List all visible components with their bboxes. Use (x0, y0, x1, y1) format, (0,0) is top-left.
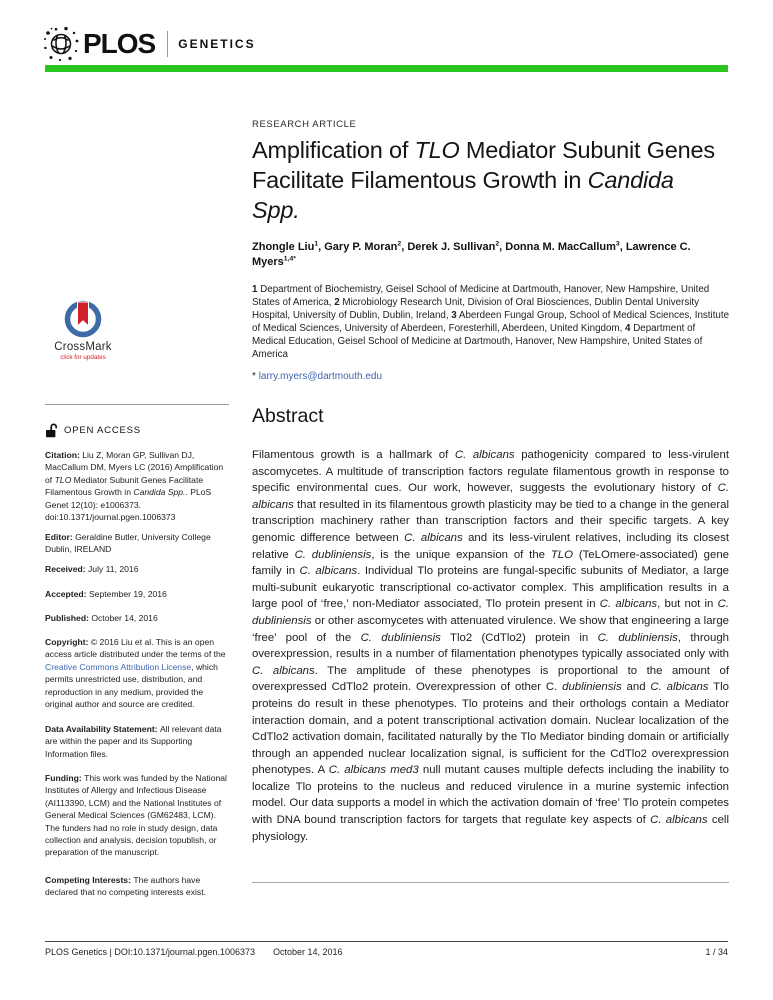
crossmark-subtitle: click for updates (60, 354, 106, 361)
author-list: Zhongle Liu$^1$, Gary P. Moran$^2$, Derek J. Sullivan$^2$, Donna M. MacCallum$^3$, Lawrence C. Myers$^{1,4*}$ (252, 240, 691, 268)
open-lock-icon (45, 423, 58, 438)
page-footer (45, 947, 728, 957)
received-note: Received: July 11, 2016 (45, 564, 139, 574)
plos-wordmark: PLOS (83, 28, 156, 59)
funding-note: Funding: This work was funded by the National Institutes of Allergy and Infectious Disease (AI113390, LCM) and the National Institutes of General Medical Sciences (GM62483, LCM). The funders had no role in study design, data collection and analysis, decision topublish, or preparation of the manuscript. (45, 773, 227, 858)
article-title: Amplification of TLO Mediator Subunit Genes Facilitate Filamentous Growth in Candida Spp. (252, 137, 715, 223)
crossmark-icon (62, 297, 104, 339)
abstract-paragraph: Filamentous growth is a hallmark of C. albicans pathogenicity compared to less-virulent ascomycetes. A multitude of transcription factors regulate filamentous growth in response to specific environmental cues. Our work, however, suggests the evolutionary history of C. albicans that resulted in its filamentous growth plasticity may be tied to a change in the general transcription machinery rather than transcription factors and their specific targets. A key genomic difference between C. albicans and its less-virulent relatives, including its closest relative C. dubliniensis, is the unique expansion of the TLO (TeLOmere-associated) gene family in C. albicans. Individual Tlo proteins are fungal-specific subunits of Mediator, a large multi-subunit eukaryotic transcriptional co-activator complex. This amplification results in a large pool of ‘free,’ non-Mediator associated, Tlo protein present in C. albicans, but not in C. dubliniensis or other ascomycetes with attenuated virulence. We show that engineering a large ‘free’ pool of the C. dubliniensis Tlo2 (CdTlo2) protein in C. dubliniensis, through overexpression, results in a number of filamentation phenotypes typically associated only with C. albicans. The amplitude of these phenotypes is proportional to the amount of overexpressed CdTlo2 protein. Overexpression of other C. dubliniensis and C. albicans Tlo proteins do result in these phenotypes. Tlo proteins and their orthologs contain a Mediator interaction domain, and a potent transcriptional activation domain. Nuclear localization of the CdTlo2 activation domain, facilitated naturally by the Tlo Mediator binding domain or artificially through an appended nuclear localization signal, is sufficient for the CdTlo2 overexpression phenotypes. A C. albicans med3 null mutant causes multiple defects including the inability to localize Tlo proteins to the nucleus and reduced virulence in a murine systemic infection model. Our data supports a model in which the activation domain of ‘free’ Tlo protein competes with DNA bound transcription factors for targets that regulate key aspects of C. albicans cell physiology. (252, 449, 730, 843)
footer-date: October 14, 2016 (272, 947, 343, 957)
abstract-divider (252, 882, 729, 883)
open-access-label: OPEN ACCESS (64, 425, 141, 436)
abstract-heading: Abstract (252, 405, 324, 427)
plos-globe-icon (43, 26, 79, 62)
footer-journal-doi: PLOS Genetics | DOI:10.1371/journal.pgen.1006373 (45, 947, 255, 957)
article-type-kicker: RESEARCH ARTICLE (252, 119, 357, 130)
competing-interests-note: Competing Interests: The authors have declared that no competing interests exist. (45, 875, 206, 898)
affiliations: 1 Department of Biochemistry, Geisel School of Medicine at Dartmouth, Hanover, New Hampshire, United States of America, 2 Microbiology Research Unit, Division of Oral Biosciences, Dublin Dental University Hospital, University of Dublin, Dublin, Ireland, 3 Aberdeen Fungal Group, School of Medical Sciences, Institute of Medical Sciences, University of Aberdeen, Foresterhill, Aberdeen, United Kingdom, 4 Department of Medical Education, Geisel School of Medicine at Dartmouth, Hanover, New Hampshire, United States of America (252, 284, 730, 360)
journal-name: GENETICS (178, 37, 256, 51)
data-availability-note: Data Availability Statement: All relevant data are within the paper and its Supporting Information files. (45, 724, 222, 759)
accepted-note: Accepted: September 19, 2016 (45, 589, 167, 599)
editor-note: Editor: Geraldine Butler, University College Dublin, IRELAND (45, 532, 211, 555)
published-note: Published: October 14, 2016 (45, 613, 158, 623)
copyright-note: Copyright: © 2016 Liu et al. This is an open access article distributed under the terms of the Creative Commons Attribution License, which permits unrestricted use, distribution, and reproduction in any medium, provided the original author and source are credited. (45, 637, 226, 710)
sidebar-divider (45, 404, 229, 405)
open-access-row (45, 423, 141, 438)
green-rule (45, 65, 728, 72)
masthead-divider (167, 31, 168, 57)
email-link[interactable]: larry.myers@dartmouth.edu (258, 371, 383, 382)
footer-page-number: 1 / 34 (705, 947, 728, 957)
citation-note: Citation: Liu Z, Moran GP, Sullivan DJ, MacCallum DM, Myers LC (2016) Amplification of TLO Mediator Subunit Genes Facilitate Filamentous Growth in Candida Spp.. PLoS Genet 12(10): e1006373. doi:10.1371/journal.pgen.1006373 (45, 450, 224, 523)
plos-logo (43, 26, 256, 62)
footer-divider (45, 941, 728, 942)
crossmark-title: CrossMark (54, 341, 112, 353)
crossmark-badge[interactable] (47, 297, 119, 361)
correspondence-line (252, 371, 730, 382)
correspondence-marker: * (252, 371, 256, 382)
